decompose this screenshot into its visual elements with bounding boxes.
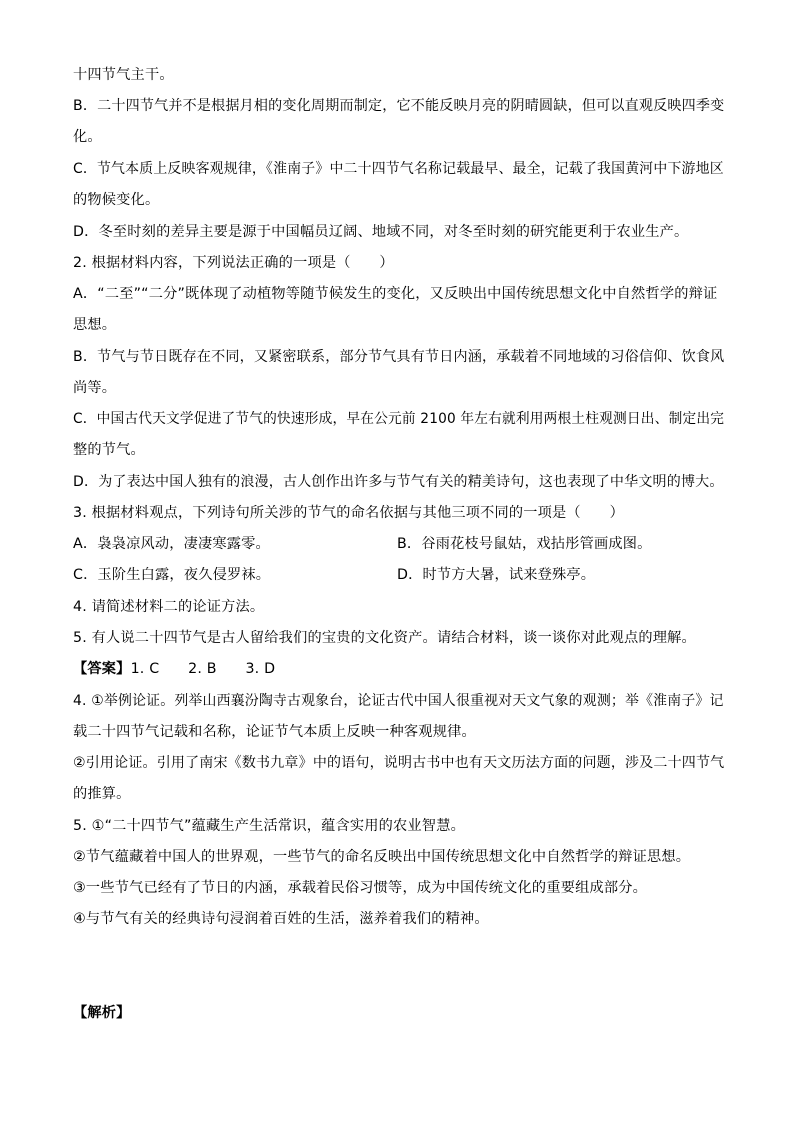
text-line: 十四节气主干。 <box>73 67 174 83</box>
answer-choices: 1. C 2. B 3. D <box>130 661 276 677</box>
question-4: 4. 请简述材料二的论证方法。 <box>73 599 265 615</box>
answer-text: 的推算。 <box>73 786 131 802</box>
analysis-label: 【解析】 <box>73 1005 131 1021</box>
answer-text: ②引用论证。引用了南宋《数书九章》中的语句，说明古书中也有天文历法方面的问题，涉及二十四节气 <box>73 755 725 771</box>
text-line: C．中国古代天文学促进了节气的快速形成，早在公元前 2100 年左右就利用两根土柱观测日出、制定出完 <box>73 411 725 427</box>
answer-text: 载二十四节气记载和名称，论证节气本质上反映一种客观规律。 <box>73 724 476 740</box>
answer-text: ④与节气有关的经典诗句浸润着百姓的生活，滋养着我们的精神。 <box>73 911 489 927</box>
option-a: A．袅袅凉风动，凄凄寒露零。 <box>73 536 270 552</box>
text-line: C．节气本质上反映客观规律，《淮南子》中二十四节气名称记载最早、最全，记载了我国黄河中下游地区 <box>73 161 724 177</box>
text-line: 整的节气。 <box>73 442 145 458</box>
text-line: D．为了表达中国人独有的浪漫，古人创作出许多与节气有关的精美诗句，这也表现了中华文明的博大。 <box>73 474 724 490</box>
question-5: 5. 有人说二十四节气是古人留给我们的宝贵的文化资产。请结合材料，谈一谈你对此观点的理解。 <box>73 630 696 646</box>
answer-text: ③一些节气已经有了节日的内涵，承载着民俗习惯等，成为中国传统文化的重要组成部分。 <box>73 880 648 896</box>
answer-text: ②节气蕴藏着中国人的世界观，一些节气的命名反映出中国传统思想文化中自然哲学的辩证思想。 <box>73 849 691 865</box>
option-d: D．时节方大暑，试来登殊亭。 <box>397 567 596 583</box>
answer-line <box>73 660 275 678</box>
text-line: D．冬至时刻的差异主要是源于中国幅员辽阔、地域不同，对冬至时刻的研究能更利于农业生产。 <box>73 224 689 240</box>
text-line: 的物候变化。 <box>73 192 160 208</box>
text-line: A．“二至”“二分”既体现了动植物等随节候发生的变化，又反映出中国传统思想文化中自然哲学的辩证 <box>73 286 718 302</box>
text-line: B．节气与节日既存在不同，又紧密联系，部分节气具有节日内涵，承载着不同地域的习俗信仰、饮食风 <box>73 349 725 365</box>
text-line: 思想。 <box>73 317 117 333</box>
answer-label: 【答案】 <box>73 661 131 677</box>
option-b: B．谷雨花枝号鼠姑，戏拈彤管画成图。 <box>397 536 652 552</box>
question-3: 3. 根据材料观点，下列诗句所关涉的节气的命名依据与其他三项不同的一项是（ ） <box>73 505 624 521</box>
text-line: 尚等。 <box>73 380 117 396</box>
text-line: B．二十四节气并不是根据月相的变化周期而制定，它不能反映月亮的阴晴圆缺，但可以直观反映四季变 <box>73 98 725 114</box>
text-line: 化。 <box>73 129 102 145</box>
answer-text: 4. ①举例论证。列举山西襄汾陶寺古观象台，论证古代中国人很重视对天文气象的观测；举《淮南子》记 <box>73 693 724 709</box>
answer-text: 5. ①“二十四节气”蕴藏生产生活常识，蕴含实用的农业智慧。 <box>73 818 465 834</box>
option-c: C．玉阶生白露，夜久侵罗袜。 <box>73 567 271 583</box>
question-2: 2. 根据材料内容，下列说法正确的一项是（ ） <box>73 255 394 271</box>
